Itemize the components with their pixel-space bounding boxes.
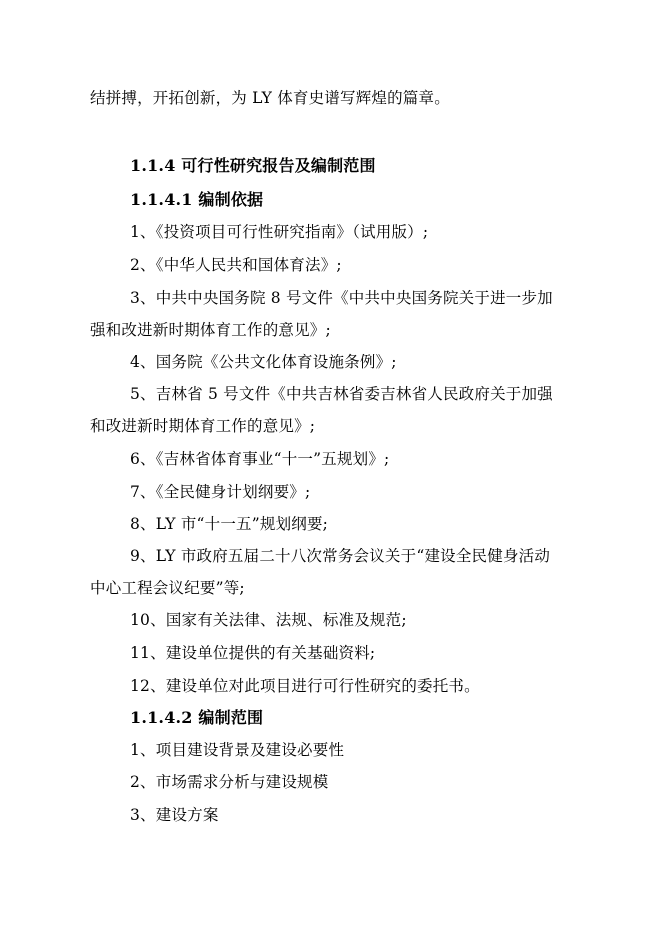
- intro-line: 结拼搏，开拓创新，为 LY 体育史谱写辉煌的篇章。: [90, 89, 450, 107]
- basis-item-9: 9、LY 市政府五届二十八次常务会议关于“建设全民健身活动: [130, 547, 551, 565]
- basis-item-11: 11、建设单位提供的有关基础资料;: [130, 644, 376, 662]
- basis-item-5: 5、吉林省 5 号文件《中共吉林省委吉林省人民政府关于加强: [130, 385, 553, 403]
- scope-item-1: 1、项目建设背景及建设必要性: [130, 741, 345, 759]
- scope-heading: 1.1.4.2 编制范围: [130, 708, 264, 727]
- basis-item-5-continued: 和改进新时期体育工作的意见》;: [90, 417, 316, 435]
- basis-item-8: 8、LY 市“十一五”规划纲要;: [130, 515, 329, 533]
- basis-item-4: 4、国务院《公共文化体育设施条例》;: [130, 353, 397, 371]
- section-heading: 1.1.4 可行性研究报告及编制范围: [130, 156, 376, 175]
- basis-heading: 1.1.4.1 编制依据: [130, 190, 264, 209]
- basis-item-12: 12、建设单位对此项目进行可行性研究的委托书。: [130, 677, 480, 695]
- basis-item-6: 6、《吉林省体育事业“十一”五规划》;: [130, 450, 390, 468]
- basis-item-7: 7、《全民健身计划纲要》;: [130, 483, 311, 501]
- basis-item-2: 2、《中华人民共和国体育法》;: [130, 256, 342, 274]
- scope-item-3: 3、建设方案: [130, 806, 219, 824]
- basis-item-3: 3、中共中央国务院 8 号文件《中共中央国务院关于进一步加: [130, 289, 553, 307]
- basis-item-1: 1、《投资项目可行性研究指南》（试用版）;: [130, 223, 429, 241]
- scope-item-2: 2、市场需求分析与建设规模: [130, 773, 329, 791]
- basis-item-10: 10、国家有关法律、法规、标准及规范;: [130, 611, 407, 629]
- basis-item-3-continued: 强和改进新时期体育工作的意见》;: [90, 321, 331, 339]
- basis-item-9-continued: 中心工程会议纪要”等;: [90, 579, 245, 597]
